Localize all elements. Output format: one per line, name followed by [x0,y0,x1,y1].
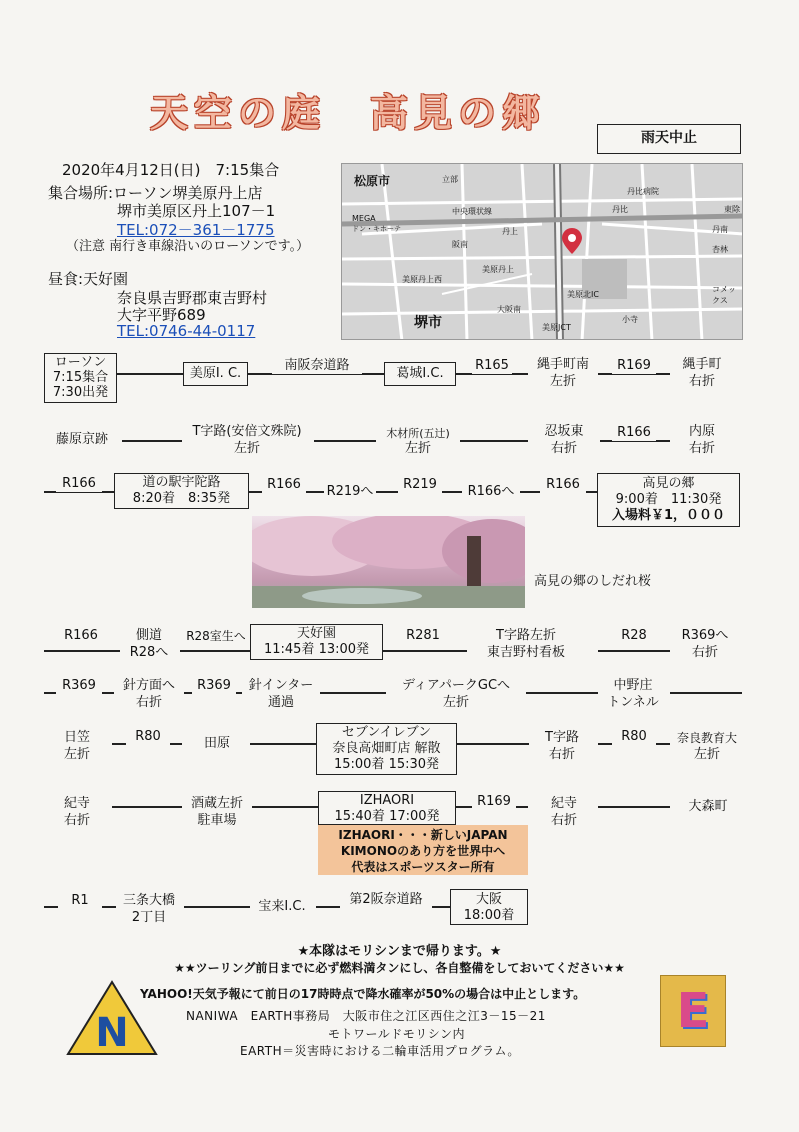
izhaori-line: IZHAORI・・・新しいJAPAN [338,828,508,842]
waypoint-direction: 通過 [267,695,294,710]
map-label: 立部 [442,175,458,184]
map-label: 美原丹上西 [402,275,442,284]
road-label: R166 [64,628,98,643]
waypoint-direction: 左折 [693,747,720,762]
stop-michinoeki-udaji [114,473,249,509]
map-label: ドン・キホーテ [352,225,401,233]
izhaori-info-box [318,825,528,875]
waypoint-direction: 右折 [550,813,577,828]
waypoint: 針方面へ [122,678,175,693]
waypoint-direction: 駐車場 [197,813,237,828]
stop-lawson [44,353,117,403]
earth-badge [660,975,726,1047]
page-title: 天空の庭 高見の郷 [150,90,547,135]
waypoint-direction: トンネル [607,695,659,710]
map-label: 堺市 [414,315,442,331]
meeting-tel-link[interactable]: TEL:072－361－1775 [117,221,275,239]
note-weather: YAHOO!天気予報にて前日の17時時点で降水確率が50%の場合は中止とします。 [140,987,586,1001]
map-label: 丹比 [612,205,628,214]
route-line [117,373,183,375]
location-pin-icon[interactable] [560,226,584,256]
waypoint: 内原 [688,424,715,439]
map-label: 美原丹上 [482,265,514,274]
stop-time: 11:45着 13:00発 [263,642,370,657]
map-label: MEGA [352,214,376,223]
logo-letter: N [95,1010,129,1056]
meeting-note: （注意 南行き車線沿いのローソンです。） [66,239,310,254]
road-label: R166 [612,425,656,441]
road-label: R166 [56,476,102,492]
naniwa-earth-logo [66,978,158,1058]
road-label: R219へ [324,484,376,500]
waypoint: R369へ [681,628,729,643]
map-label: 丹南 [712,225,728,234]
stop-time: 15:00着 15:30発 [333,757,440,772]
waypoint-direction: 右折 [63,813,90,828]
entrance-fee: 入場料￥1，０００ [611,508,726,523]
stop-time: 15:40着 17:00発 [334,809,440,824]
waypoint-direction: 右折 [135,695,162,710]
waypoint: 三条大橋 [122,893,175,908]
stop-name: IZHAORI [359,793,415,808]
waypoint-direction: 右折 [691,645,718,660]
rain-cancel-badge: 雨天中止 [597,124,741,154]
stop-seven-eleven [316,723,457,775]
izhaori-line: 代表はスポーツスター所有 [351,860,495,874]
route-line [180,650,250,652]
stop-name: 天好園 [296,626,336,641]
route-line [670,692,742,694]
lunch-address-2: 大字平野689 [117,306,206,324]
waypoint: 中野庄 [613,678,653,693]
meeting-address: 堺市美原区丹上107－1 [117,202,276,220]
waypoint: 奈良教育大 [676,731,737,745]
road-label: R219 [398,477,442,493]
badge-letter: E [676,983,710,1039]
route-line [598,650,670,652]
waypoint-direction: 右折 [548,747,575,762]
waypoint: 藤原京跡 [55,432,108,447]
note-fuel: ★★ツーリング前日までに必ず燃料満タンにし、各自整備をしておいてください★★ [174,961,625,975]
road-label: R80 [126,729,170,745]
footer-office: NANIWA EARTH事務局 大阪市住之江区西住之江3－15－21 [186,1009,546,1023]
note-return: ★本隊はモリシンまで帰ります。★ [297,944,502,959]
route-line [457,743,529,745]
waypoint-direction: 左折 [63,747,90,762]
stop-izhaori [318,791,456,825]
stop-name: 奈良高畑町店 解散 [332,741,441,756]
route-line [184,906,250,908]
road-label: 第2阪奈道路 [340,892,432,908]
road-label: R166 [262,477,306,493]
stop-name: 高見の郷 [642,476,695,491]
waypoint: 日笠 [63,730,90,745]
map-label: 杏林 [712,245,728,254]
stop-mihara-ic: 美原I. C. [183,362,248,386]
route-line [44,650,120,652]
route-line [250,743,316,745]
map-label: コメックス [712,285,736,305]
footer-earth-description: EARTH＝災害時における二輪車活用プログラム。 [240,1044,520,1058]
waypoint: 木材所(五辻) [386,427,450,440]
lunch-place: 昼食:天好園 [48,270,129,288]
waypoint: 紀寺 [550,796,577,811]
road-label: R166 [540,477,586,493]
map-label: 丹上 [502,227,518,236]
road-label: R369 [192,678,236,694]
stop-name: セブンイレブン [341,725,432,740]
waypoint: 酒蔵左折 [190,796,243,811]
waypoint: 縄手町 [682,357,722,372]
road-label: R28室生へ [186,629,246,643]
weeping-cherry-photo [252,516,525,608]
photo-caption: 高見の郷のしだれ桜 [534,574,652,589]
waypoint: T字路 [545,730,579,745]
map-label: 松原市 [354,174,391,188]
stop-time: 7:30出発 [52,385,109,400]
map-label: 東除 [724,205,740,214]
waypoint-direction: 右折 [688,441,715,456]
route-line [320,692,386,694]
road-label: R166へ [462,484,520,500]
waypoint: 紀寺 [63,796,90,811]
route-line [383,650,467,652]
waypoint-direction: 左折 [404,441,431,456]
map-label: 大阪南 [497,305,521,314]
map-label: 中央環状線 [452,207,492,216]
stop-osaka [450,889,528,925]
event-date: 2020年4月12日(日) 7:15集合 [62,161,280,179]
map-label: 美原北IC [567,290,599,299]
waypoint: ディアパークGCへ [401,678,511,693]
waypoint-direction: 右折 [688,374,715,389]
lunch-tel-link[interactable]: TEL:0746-44-0117 [117,322,256,340]
stop-katsuragi-ic: 葛城I.C. [384,362,456,386]
waypoint: 宝来I.C. [258,899,306,914]
road-label: R169 [612,358,656,374]
waypoint-direction: 左折 [233,441,260,456]
stop-time: 18:00着 [463,908,515,923]
route-line [460,440,528,442]
waypoint: 忍坂東 [544,424,584,439]
cherry-tree-image [252,516,525,608]
stop-time: 8:20着 8:35発 [132,491,231,506]
waypoint-direction: 左折 [549,374,576,389]
map-roads [342,164,743,340]
route-line [526,692,598,694]
map-label: 阪南 [452,240,468,249]
stop-name: 大阪 [475,892,502,907]
road-label: R28 [621,628,647,643]
footer-motoworld: モトワールドモリシン内 [328,1027,465,1041]
stop-tenkoen [250,624,383,660]
waypoint: T字路左折 [496,628,556,643]
waypoint: 側道 [135,628,162,643]
waypoint: 大森町 [688,799,728,814]
stop-time: 7:15集合 [52,370,109,385]
road-label: R80 [612,729,656,745]
waypoint: 針インター [248,678,314,693]
route-line [252,806,318,808]
stop-name: ローソン [54,355,107,370]
waypoint-direction: R28へ [129,645,169,660]
map-label: 美原JCT [542,323,571,332]
waypoint: 田原 [203,736,230,751]
logo-triangle-icon [66,978,158,1058]
road-label: R369 [56,678,102,694]
route-line [112,806,182,808]
road-label: R165 [472,358,512,374]
road-label: 南阪奈道路 [272,358,362,374]
waypoint-direction: 右折 [550,441,577,456]
stop-time: 9:00着 11:30発 [615,492,722,507]
waypoint: T字路(安倍文殊院) [192,424,302,439]
waypoint-direction: 左折 [442,695,469,710]
waypoint: 縄手町南 [536,357,589,372]
road-label: R1 [58,893,102,909]
waypoint-direction: 東吉野村看板 [486,645,565,660]
stop-name: 道の駅宇陀路 [142,475,221,490]
stop-takaminosato [597,473,740,527]
road-label: R169 [472,794,516,810]
waypoint-direction: 2丁目 [131,910,167,925]
lunch-address-1: 奈良県吉野郡東吉野村 [117,289,268,307]
area-map[interactable] [341,163,743,340]
map-label: 小寺 [622,315,638,324]
izhaori-line: KIMONOのあり方を世界中へ [340,844,506,858]
route-line [122,440,182,442]
meeting-place: 集合場所:ローソン堺美原丹上店 [48,184,263,202]
map-label: 丹比病院 [627,187,659,196]
route-line [314,440,376,442]
route-line [598,806,670,808]
road-label: R281 [406,628,440,643]
